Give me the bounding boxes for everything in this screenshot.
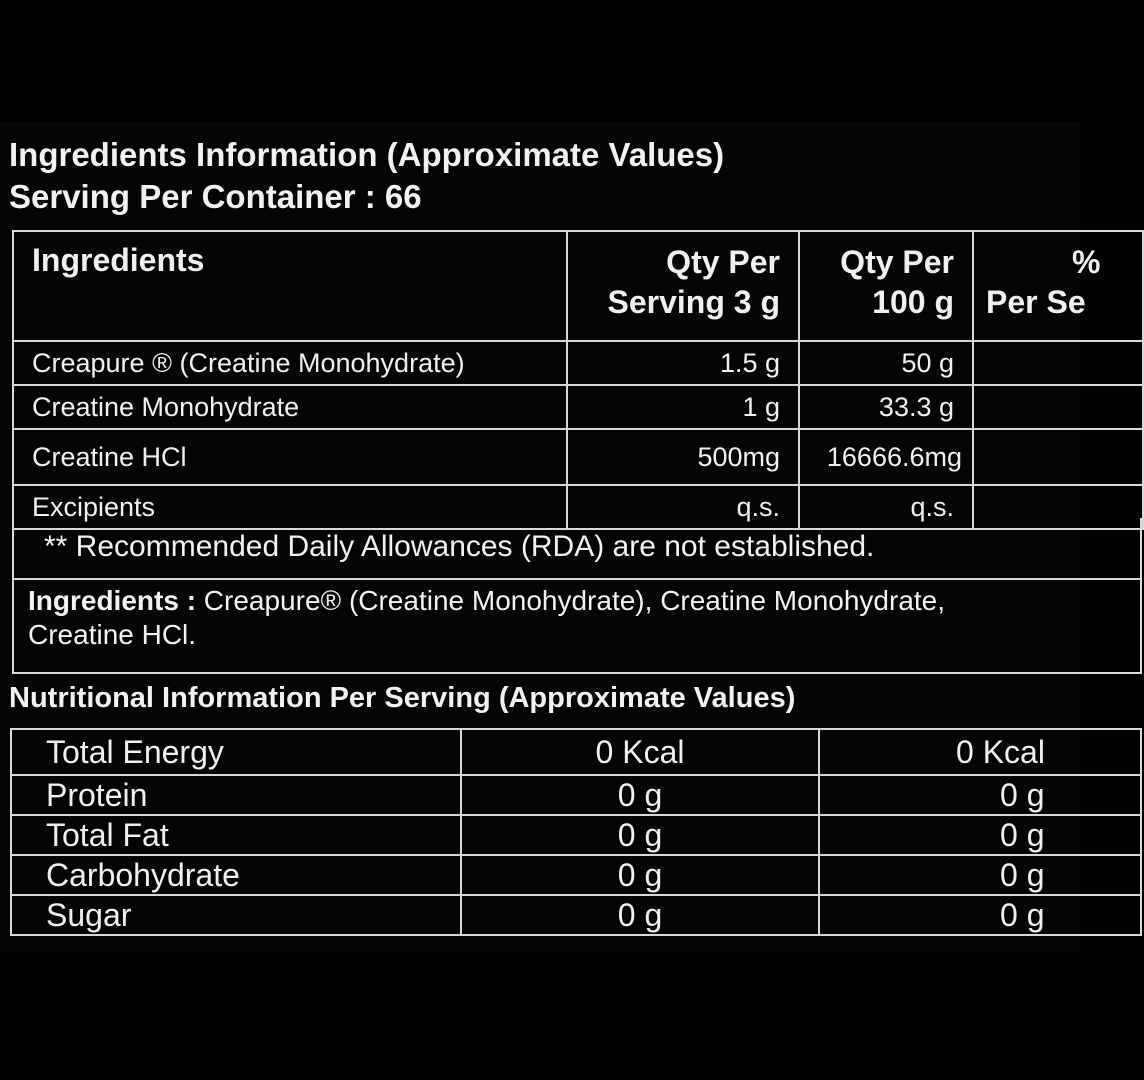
nutrient-value-per-100g: 0 g xyxy=(819,895,1141,935)
notes-box xyxy=(12,518,1142,674)
percent-cell xyxy=(973,429,1143,485)
header-percent-per-serving: % Per Se xyxy=(973,231,1143,341)
table-row xyxy=(11,775,1141,815)
nutrient-value-per-serving: 0 g xyxy=(461,855,819,895)
table-row xyxy=(13,429,1143,485)
qty-per-serving: 1.5 g xyxy=(567,341,799,385)
percent-cell xyxy=(973,385,1143,429)
nutrient-name: Total Fat xyxy=(11,815,461,855)
ingredients-table-header xyxy=(13,231,1143,341)
nutrient-value-per-serving: 0 g xyxy=(461,815,819,855)
rda-note: ** Recommended Daily Allowances (RDA) are not established. xyxy=(44,530,875,563)
table-row xyxy=(11,729,1141,775)
ingredients-list xyxy=(28,584,945,652)
ingredients-info-title: Ingredients Information (Approximate Values) xyxy=(9,136,725,173)
header-qty-per-100g: Qty Per 100 g xyxy=(799,231,973,341)
notes-divider xyxy=(14,578,1140,580)
qty-per-100g: 16666.6mg xyxy=(799,429,973,485)
table-row xyxy=(11,895,1141,935)
nutrient-value-per-100g: 0 g xyxy=(819,855,1141,895)
nutrient-value-per-100g: 0 Kcal xyxy=(819,729,1141,775)
header-qty-per-serving: Qty Per Serving 3 g xyxy=(567,231,799,341)
qty-per-serving: 500mg xyxy=(567,429,799,485)
nutrient-value-per-serving: 0 g xyxy=(461,775,819,815)
qty-per-serving: q.s. xyxy=(567,485,799,529)
nutrient-name: Sugar xyxy=(11,895,461,935)
ingredient-name: Creatine Monohydrate xyxy=(13,385,567,429)
nutrient-value-per-100g: 0 g xyxy=(819,775,1141,815)
nutrient-value-per-serving: 0 Kcal xyxy=(461,729,819,775)
ingredient-name: Creatine HCl xyxy=(13,429,567,485)
ingredient-name: Excipients xyxy=(13,485,567,529)
nutrient-name: Carbohydrate xyxy=(11,855,461,895)
table-row xyxy=(13,341,1143,385)
table-row xyxy=(11,855,1141,895)
nutrient-name: Protein xyxy=(11,775,461,815)
nutrition-label-panel xyxy=(0,122,1101,952)
nutrient-name: Total Energy xyxy=(11,729,461,775)
ingredients-list-text-2: Creatine HCl. xyxy=(28,619,197,650)
nutrition-info-title: Nutritional Information Per Serving (Approximate Values) xyxy=(9,682,796,714)
nutrient-value-per-serving: 0 g xyxy=(461,895,819,935)
nutrition-table xyxy=(10,728,1142,936)
servings-per-container: Serving Per Container : 66 xyxy=(9,178,422,215)
qty-per-100g: 33.3 g xyxy=(799,385,973,429)
table-row xyxy=(13,385,1143,429)
ingredients-table xyxy=(12,230,1144,530)
qty-per-serving: 1 g xyxy=(567,385,799,429)
qty-per-100g: 50 g xyxy=(799,341,973,385)
nutrient-value-per-100g: 0 g xyxy=(819,815,1141,855)
ingredients-list-text-1: Creapure® (Creatine Monohydrate), Creatine Monohydrate, xyxy=(203,585,946,616)
percent-cell xyxy=(973,341,1143,385)
table-row xyxy=(11,815,1141,855)
header-ingredients: Ingredients xyxy=(13,231,567,341)
ingredient-name: Creapure ® (Creatine Monohydrate) xyxy=(13,341,567,385)
ingredients-list-label: Ingredients : xyxy=(28,585,197,616)
qty-per-100g: q.s. xyxy=(799,485,973,529)
